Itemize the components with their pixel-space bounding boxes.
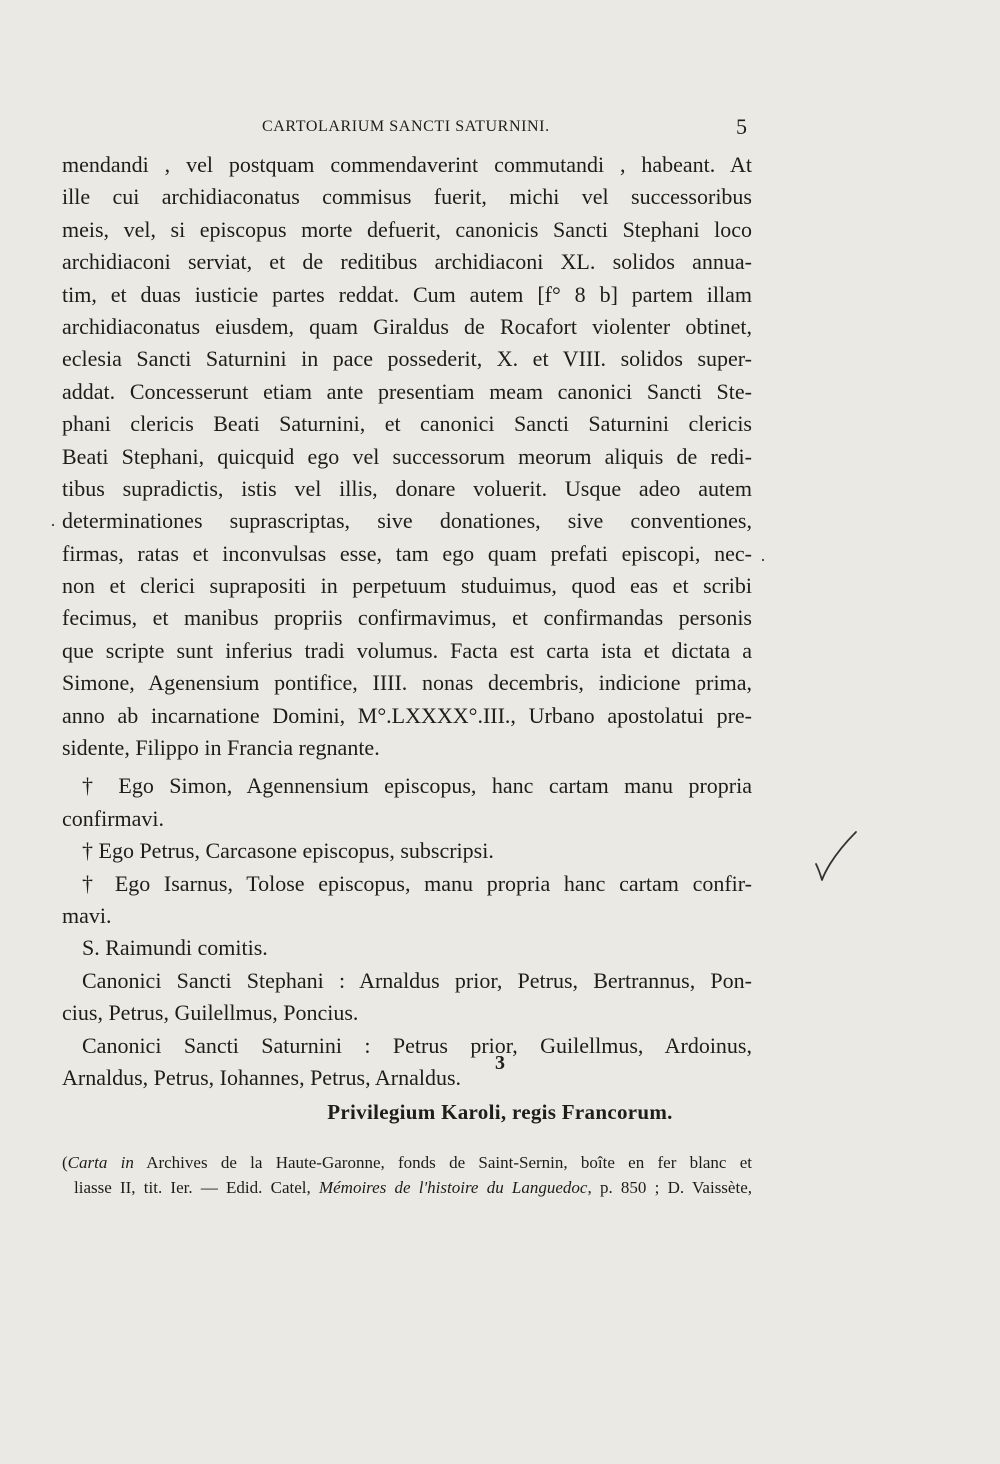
source-note-pages: , p. 850 ; D. Vaissète,: [587, 1178, 752, 1197]
text-line: tibus supradictis, istis vel illis, donare voluerit. Usque adeo autem: [62, 475, 752, 501]
text-line: archidiaconi serviat, et de reditibus archidiaconi XL. solidos annua-: [62, 249, 752, 275]
text-line: fecimus, et manibus propriis confirmavimus, et confirmandas personis: [62, 605, 752, 631]
text-line: anno ab incarnatione Domini, M°.LXXXX°.III., Urbano apostolatui pre-: [62, 702, 752, 728]
source-note-open: (: [62, 1153, 68, 1172]
source-note-line: [62, 1150, 752, 1175]
check-mark-icon: [814, 830, 862, 886]
signature-line: cius, Petrus, Guilellmus, Poncius.: [62, 1000, 359, 1026]
page-number: 5: [736, 114, 747, 139]
text-line: firmas, ratas et inconvulsas esse, tam ego quam prefati episcopi, nec-: [62, 540, 752, 566]
source-note-carta: Carta in: [67, 1153, 134, 1172]
text-line: sidente, Filippo in Francia regnante.: [62, 735, 380, 761]
text-line: eclesia Sancti Saturnini in pace possederit, X. et VIII. solidos super-: [62, 346, 752, 372]
signature-line: † Ego Petrus, Carcasone episcopus, subscripsi.: [82, 838, 494, 864]
margin-dot: ·: [760, 550, 766, 570]
source-note: [62, 1150, 752, 1200]
text-line: Beati Stephani, quicquid ego vel successorum meorum aliquis de redi-: [62, 443, 752, 469]
signature-line: confirmavi.: [62, 805, 165, 831]
text-line: determinationes suprascriptas, sive donationes, sive conventiones,: [62, 508, 752, 534]
document-number: 3: [495, 1052, 505, 1074]
signature-line: S. Raimundi comitis.: [82, 935, 268, 961]
running-title: CARTOLARIUM SANCTI SATURNINI.: [262, 118, 550, 135]
document-title: Privilegium Karoli, regis Francorum.: [327, 1100, 673, 1124]
text-line: tim, et duas iusticie partes reddat. Cum autem [f° 8 b] partem illam: [62, 281, 752, 307]
charter-text: [62, 149, 752, 1094]
signature-line: † Ego Isarnus, Tolose episcopus, manu propria hanc cartam confir-: [82, 870, 752, 896]
source-note-archive: Archives de la Haute-Garonne, fonds de Saint-Sernin, boîte en fer blanc et: [133, 1153, 753, 1172]
text-line: phani clericis Beati Saturnini, et canonici Sancti Saturnini clericis: [62, 411, 752, 437]
source-note-edition: liasse II, tit. Ier. — Edid. Catel,: [74, 1178, 319, 1197]
source-note-line: [62, 1175, 752, 1200]
signature-line: † Ego Simon, Agennensium episcopus, hanc cartam manu propria: [82, 773, 752, 799]
text-line: ille cui archidiaconatus commisus fuerit, michi vel successoribus: [62, 184, 752, 210]
margin-dot: ·: [50, 515, 56, 535]
text-line: meis, vel, si episcopus morte defuerit, canonicis Sancti Stephani loco: [62, 216, 752, 242]
signature-line: Canonici Sancti Saturnini : Petrus prior, Guilellmus, Ardoinus,: [82, 1032, 752, 1058]
signature-line: Canonici Sancti Stephani : Arnaldus prior, Petrus, Bertrannus, Pon-: [82, 967, 752, 993]
text-line: mendandi , vel postquam commendaverint commutandi , habeant. At: [62, 152, 752, 177]
running-head: [0, 114, 1000, 144]
text-line: non et clerici suprapositi in perpetuum studuimus, quod eas et scribi: [62, 573, 752, 599]
source-note-work-title: Mémoires de l'histoire du Languedoc: [318, 1178, 588, 1197]
text-line: addat. Concesserunt etiam ante presentiam meam canonici Sancti Ste-: [62, 378, 752, 404]
text-line: Simone, Agenensium pontifice, IIII. nonas decembris, indicione prima,: [62, 670, 752, 696]
text-line: archidiaconatus eiusdem, quam Giraldus de Rocafort violenter obtinet,: [62, 313, 752, 339]
signature-line: mavi.: [62, 902, 112, 928]
text-line: que scripte sunt inferius tradi volumus. Facta est carta ista et dictata a: [62, 637, 752, 663]
signature-line: Arnaldus, Petrus, Iohannes, Petrus, Arnaldus.: [62, 1064, 462, 1090]
